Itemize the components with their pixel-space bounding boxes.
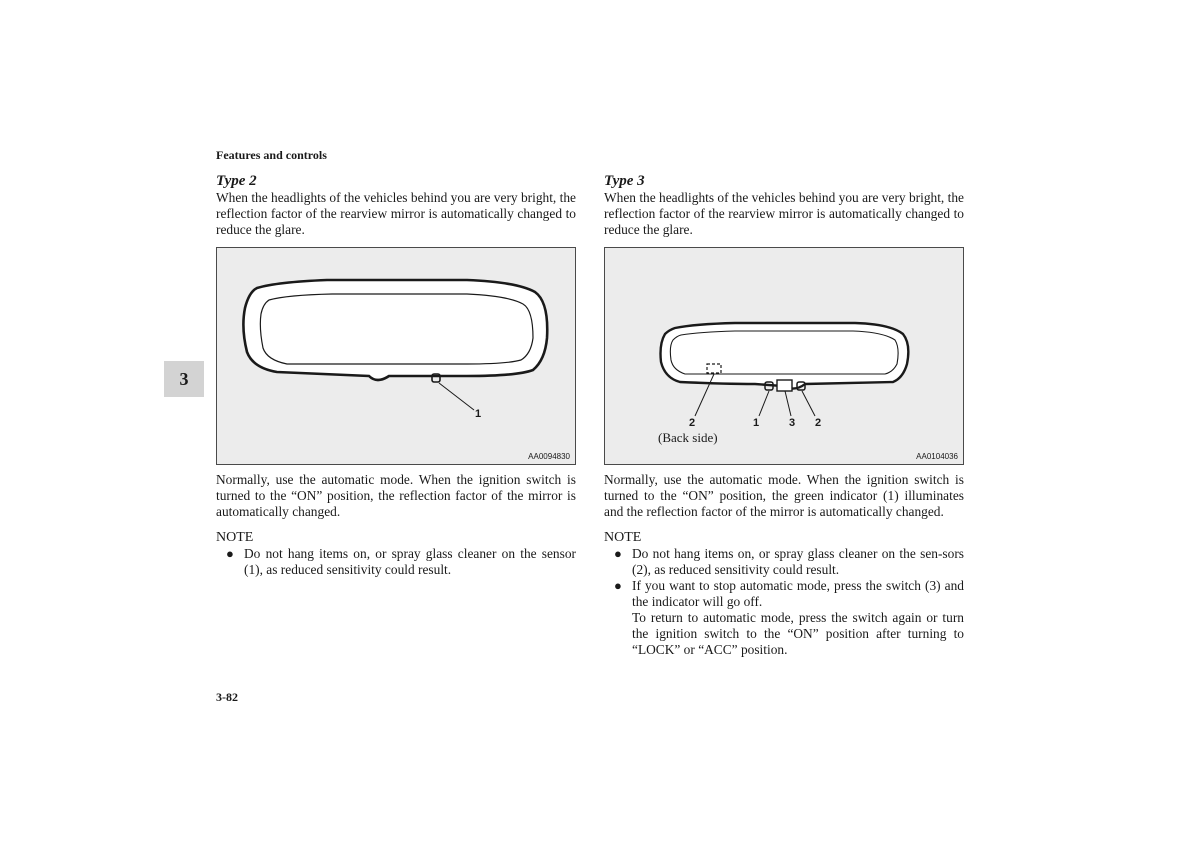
type2-title: Type 2 [216, 173, 257, 189]
callout-1: 1 [475, 408, 482, 420]
type2-note-text: Do not hang items on, or spray glass cleaner on the sensor (1), as reduced sensitivity could result. [244, 546, 576, 577]
type2-intro: When the headlights of the vehicles behind you are very bright, the reflection factor of the rearview mirror is automatically changed to reduce the glare. [216, 190, 576, 237]
right-column [604, 172, 964, 238]
mirror-inner-outline [670, 331, 898, 374]
mirror-inner-outline [260, 294, 533, 364]
bullet-icon: ● [614, 546, 622, 561]
callout-2-rear: 2 [689, 417, 696, 429]
callout-1: 1 [753, 417, 760, 429]
type3-mirror-figure [604, 247, 964, 465]
callout-3: 3 [789, 417, 796, 429]
bullet-icon: ● [226, 546, 234, 561]
type2-body-block [216, 472, 576, 578]
type3-note-item [604, 546, 964, 578]
type2-figure-code: AA0094830 [528, 452, 570, 461]
page-number: 3-82 [216, 690, 238, 704]
type2-note-item [216, 546, 576, 578]
type3-intro: When the headlights of the vehicles behind you are very bright, the reflection factor of the rearview mirror is automatically changed to reduce the glare. [604, 190, 964, 237]
chapter-tab: 3 [164, 361, 204, 397]
callout-leader [802, 391, 815, 416]
switch-icon [777, 380, 792, 391]
type3-figure-code: AA0104036 [916, 452, 958, 461]
type2-mirror-figure [216, 247, 576, 465]
callout-leader [759, 391, 769, 416]
type3-note-continuation: To return to automatic mode, press the switch again or turn the ignition switch to the “ON” position after turning to “LOCK” or “ACC” position. [632, 610, 964, 657]
section-header: Features and controls [216, 148, 327, 162]
callout-leader [785, 391, 791, 416]
bullet-icon: ● [614, 578, 622, 593]
type3-note-text: If you want to stop automatic mode, press the switch (3) and the indicator will go off. [632, 578, 964, 609]
type2-mirror-drawing [217, 248, 575, 464]
type3-body-block [604, 472, 964, 658]
type2-body: Normally, use the automatic mode. When the ignition switch is turned to the “ON” position, the reflection factor of the mirror is automatically changed. [216, 472, 576, 519]
callout-2-front: 2 [815, 417, 822, 429]
callout-leader [439, 383, 474, 410]
back-side-caption: (Back side) [658, 430, 718, 445]
type3-body: Normally, use the automatic mode. When the ignition switch is turned to the “ON” position, the green indicator (1) illuminates and the reflection factor of the mirror is automatically changed. [604, 472, 964, 519]
type3-title: Type 3 [604, 173, 645, 189]
type3-note-title: NOTE [604, 530, 642, 545]
type3-note-item [604, 578, 964, 610]
type2-note-title: NOTE [216, 530, 254, 545]
type3-note-text: Do not hang items on, or spray glass cleaner on the sen-sors (2), as reduced sensitivity could result. [632, 546, 964, 577]
left-column [216, 172, 576, 238]
